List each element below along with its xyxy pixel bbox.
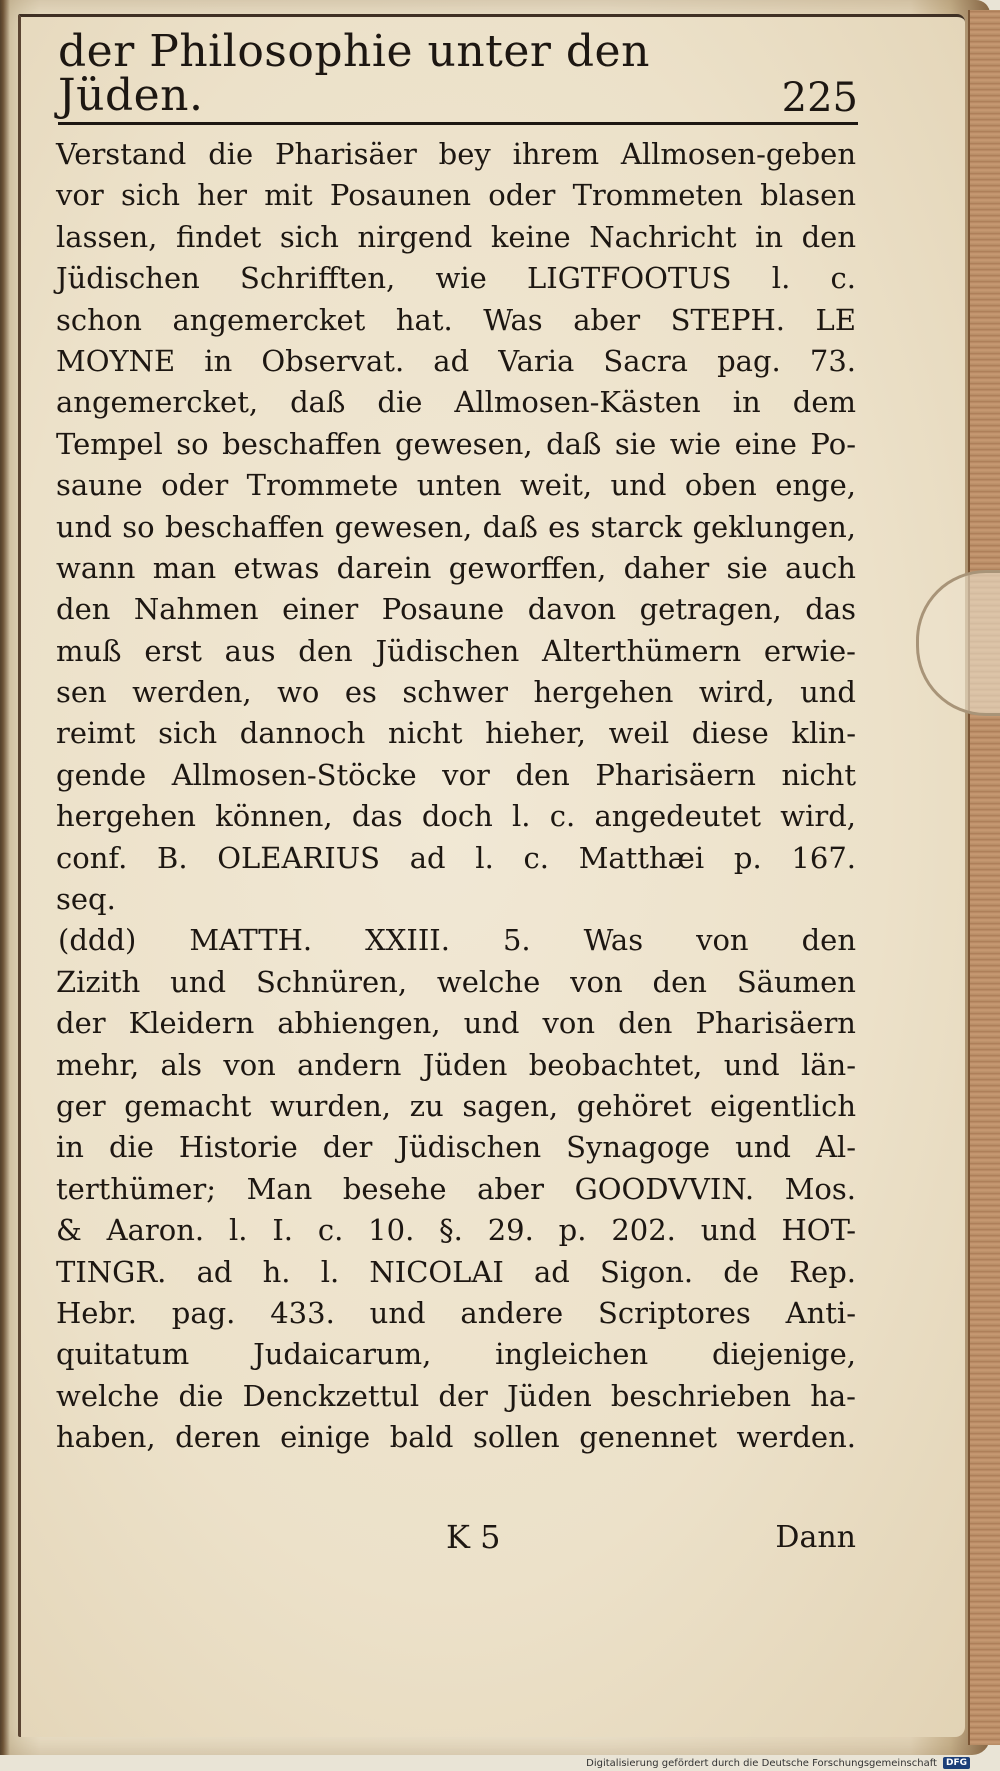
text-line: Tempel so beschaffen gewesen, daß sie wie eine Po- xyxy=(56,426,856,461)
text-line: welche die Denckzettul der Jüden beschrieben ha- xyxy=(56,1378,856,1413)
text-line: mehr, als von andern Jüden beobachtet, und län- xyxy=(56,1047,856,1082)
text-line: & Aaron. l. I. c. 10. §. 29. p. 202. und HOT- xyxy=(56,1213,856,1248)
text-line: Verstand die Pharisäer bey ihrem Allmosen-geben xyxy=(56,137,856,171)
page-body xyxy=(56,134,856,1459)
running-title: der Philosophie unter den Jüden. xyxy=(58,26,650,121)
text-line: in die Historie der Jüdischen Synagoge und Al- xyxy=(56,1130,856,1165)
digitization-credit xyxy=(586,1755,970,1771)
footnote-start-line: (ddd) MATTH. XXIII. 5. Was von den xyxy=(58,923,856,958)
text-line: hergehen können, das doch l. c. angedeutet wird, xyxy=(56,799,856,834)
text-line: der Kleidern abhiengen, und von den Pharisäern xyxy=(56,1006,856,1041)
text-line: wann man etwas darein geworffen, daher sie auch xyxy=(56,550,856,585)
catchword: Dann xyxy=(775,1520,856,1555)
text-line: gende Allmosen-Stöcke vor den Pharisäern nicht xyxy=(56,757,856,792)
text-line: reimt sich dannoch nicht hieher, weil diese klin- xyxy=(56,716,856,751)
text-line: den Nahmen einer Posaune davon getragen, das xyxy=(56,592,856,627)
text-line: Jüdischen Schrifften, wie LIGTFOOTUS l. c. xyxy=(56,261,856,296)
page-edge xyxy=(968,10,1000,1745)
text-line: ger gemacht wurden, zu sagen, gehöret eigentlich xyxy=(56,1088,856,1123)
text-line: Zizith und Schnüren, welche von den Säumen xyxy=(56,964,856,999)
signature-mark: K 5 xyxy=(446,1518,501,1556)
text-line: sen werden, wo es schwer hergehen wird, und xyxy=(56,675,856,710)
text-line: Hebr. pag. 433. und andere Scriptores Anti- xyxy=(56,1295,856,1330)
text-line: terthümer; Man besehe aber GOODVVIN. Mos. xyxy=(56,1171,856,1206)
running-header xyxy=(58,26,858,125)
text-line: vor sich her mit Posaunen oder Trommeten blasen xyxy=(56,178,856,213)
text-line: quitatum Judaicarum, ingleichen diejenige, xyxy=(56,1337,856,1372)
dfg-logo: DFG xyxy=(943,1757,970,1769)
page-footer xyxy=(56,1518,856,1558)
text-line: saune oder Trommete unten weit, und oben enge, xyxy=(56,468,856,503)
text-line: haben, deren einige bald sollen genennet werden. xyxy=(56,1420,856,1455)
text-line: MOYNE in Observat. ad Varia Sacra pag. 73. xyxy=(56,343,856,378)
text-line: schon angemercket hat. Was aber STEPH. LE xyxy=(56,302,856,337)
text-line: und so beschaffen gewesen, daß es starck geklungen, xyxy=(56,509,856,544)
text-line: TINGR. ad h. l. NICOLAI ad Sigon. de Rep. xyxy=(56,1254,856,1289)
text-line: conf. B. OLEARIUS ad l. c. Matthæi p. 167. xyxy=(56,840,856,875)
credit-text: Digitalisierung gefördert durch die Deutsche Forschungsgemeinschaft xyxy=(586,1757,937,1769)
page-number: 225 xyxy=(781,75,858,121)
text-line: muß erst aus den Jüdischen Alterthümern erwie- xyxy=(56,633,856,668)
text-line: angemercket, daß die Allmosen-Kästen in dem xyxy=(56,385,856,420)
text-line: lassen, findet sich nirgend keine Nachricht in den xyxy=(56,219,856,254)
text-line: seq. xyxy=(56,882,116,917)
